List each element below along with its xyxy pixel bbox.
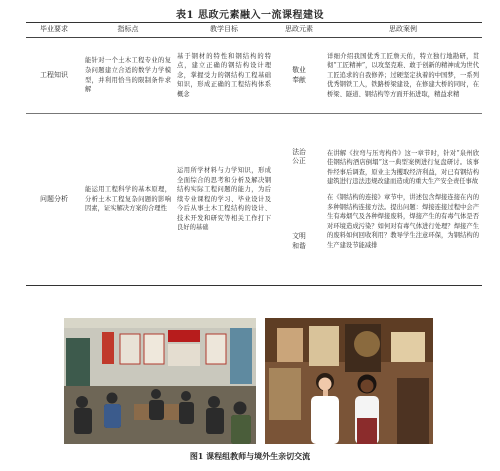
ideology-course-table [26,22,482,286]
goal-cell: 基于钢材的特性和钢结构的特点，建立正确的钢结构设计理念，掌握受力的钢结构工程基础知识，形成正确的工程结构体系概念 [174,38,274,114]
element-label: 公正 [292,157,306,166]
case-cell [324,114,482,286]
element-label: 法治 [292,147,306,156]
case-text: 在讲解《拉弯与压弯构件》这一章节时，针对“泉州欣佳钢结构酒店倒塌”这一典型案例进行复盘研讨。该事件经事后调查，原业主为攫取经济利益，对已有钢结构建筑进行违法违规改建而造成的重大生产安全责任事故 [327,149,479,186]
requirement-cell: 工程知识 [26,38,82,114]
element-label: 奉献 [292,75,306,84]
table-title: 表1 思政元素融入一流课程建设 [176,10,324,21]
element-label: 和谐 [292,241,306,250]
element-label: 敬业 [292,65,306,74]
exhibition-photo [265,318,433,444]
header-goal: 教学目标 [174,23,274,38]
header-case: 思政案例 [324,23,482,38]
indicator-cell: 能运用工程科学的基本原理，分析土木工程复杂问题的影响因素，证实解决方案的合理性 [82,114,174,286]
indicator-cell: 能针对一个土木工程专业的复杂问题建立合适的数学力学模型，并利用恰当的限制条件求解 [82,38,174,114]
table-row [26,114,482,286]
case-text: 详细介绍我国优秀工匠詹天佑，特立独行地勘研，贯彻“工匠精神”，以攻坚克难、敢于创新的精神成为世代工匠追求的自我修养；过硬坚定执着的中国梦，一系列优秀钢铁工人，铁路桥梁建设，在修建大桥的同时，在桥梁、隧道、钢结构等方面开拓进取，精益求精 [327,52,479,98]
header-requirement: 毕业要求 [26,23,82,38]
meeting-photo [64,318,256,444]
element-cell [274,38,324,114]
requirement-cell: 问题分析 [26,114,82,286]
element-cell [274,114,324,286]
figure-caption: 图1 课程组教师与境外生亲切交流 [189,451,311,461]
header-element: 思政元素 [274,23,324,38]
table-header-row [26,23,482,38]
case-cell [324,38,482,114]
goal-cell: 运用所学材料与力学知识，形成全面综合的思考和分析及解决钢结构实际工程问题的能力，为后续专业课程的学习、毕业设计及今后从事土木工程结构的设计、技术开发和研究等相关工作打下良好的基础 [174,114,274,286]
case-text: 在《钢结构的连接》章节中，讲述包含焊接连接在内的多种钢结构连接方法。提出问题：焊接连接过程中会产生有毒烟气及各种焊接废料，焊接产生的有毒气体是否对环境造成污染？如何对有毒气体进行处理？焊接产生的废料如何回收利用？教导学生注意环保，为钢结构的生产建设节能减排 [327,193,479,249]
table-row [26,38,482,114]
element-label: 文明 [292,232,306,241]
header-indicator: 指标点 [82,23,174,38]
